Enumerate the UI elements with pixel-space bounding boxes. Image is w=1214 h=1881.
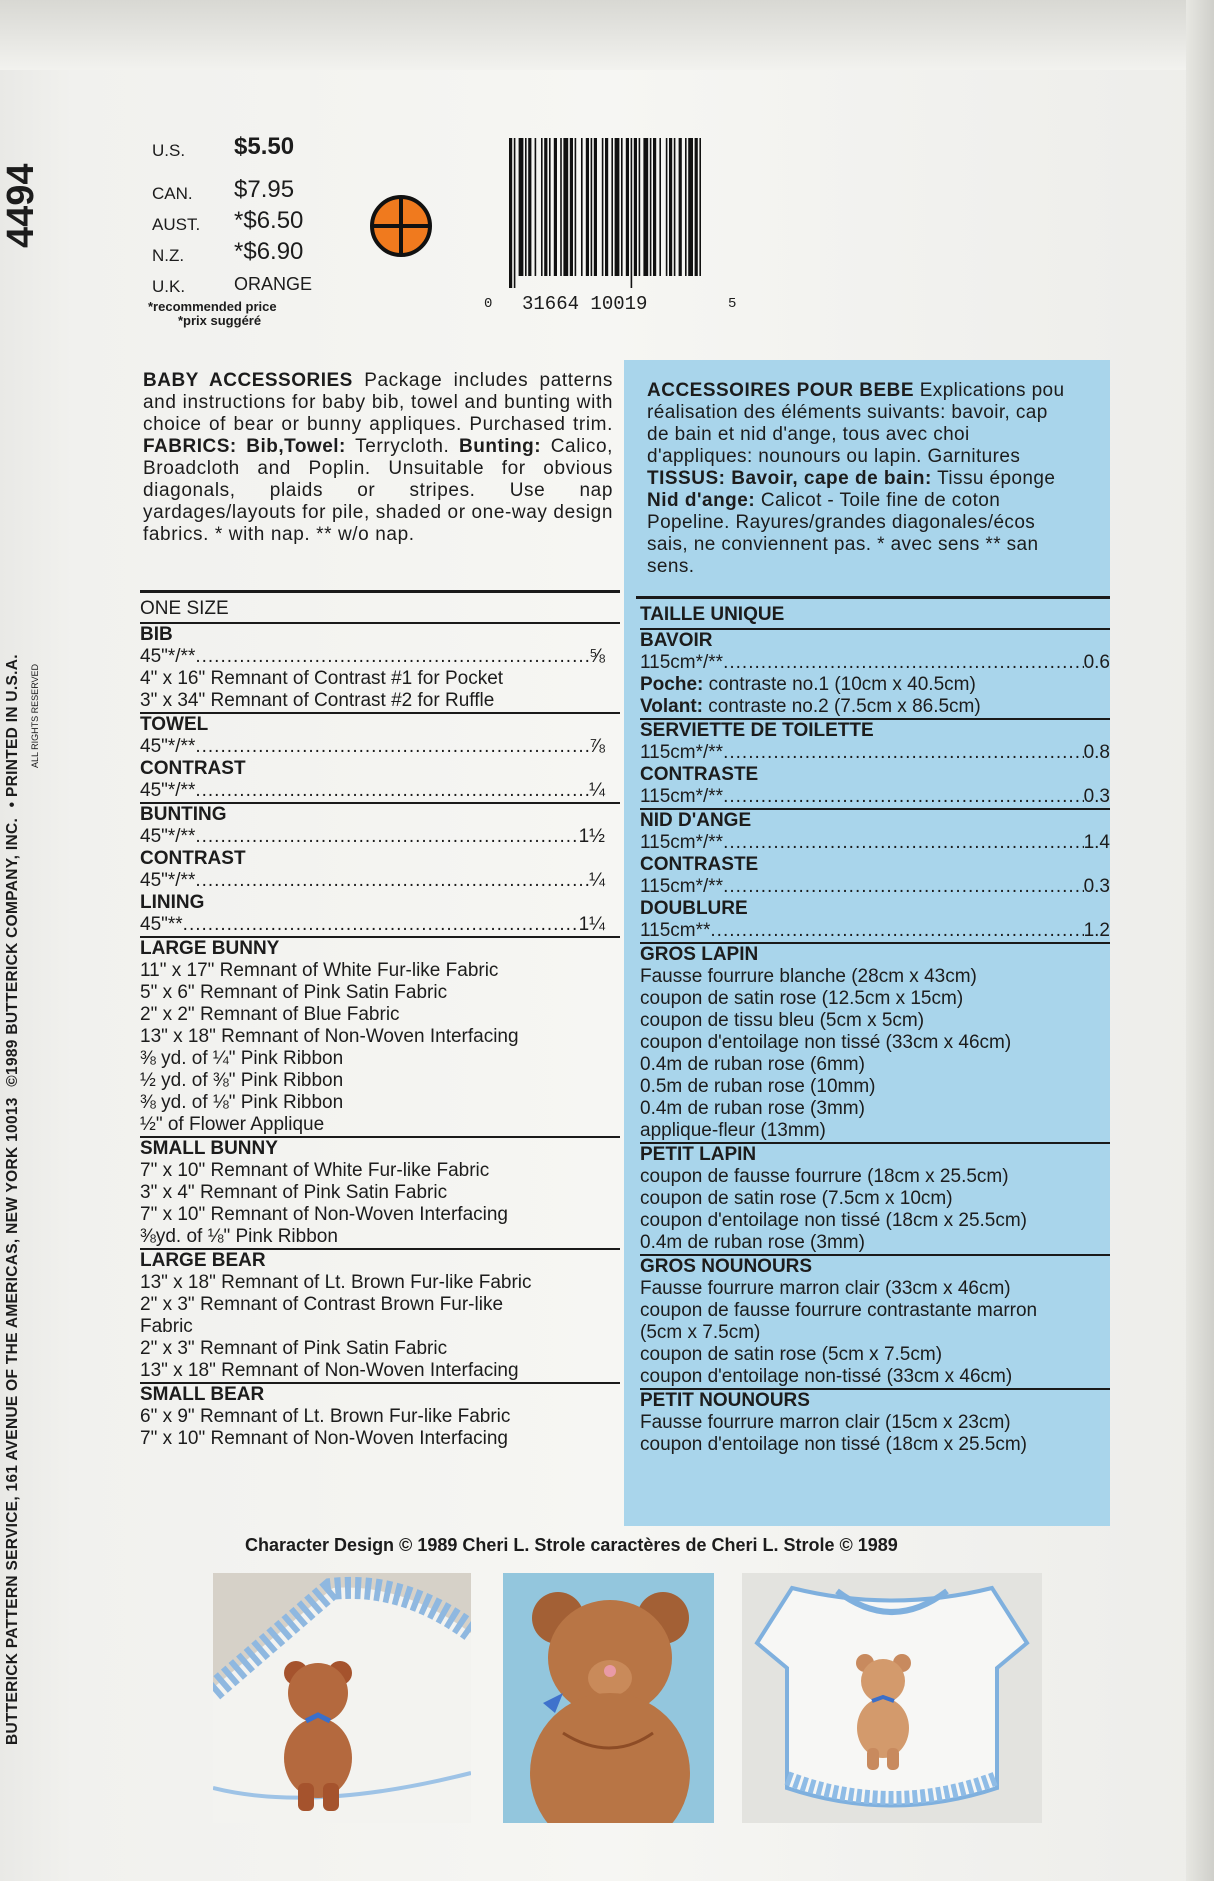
fabric-amount: 1¼ (578, 914, 605, 935)
barcode-bar (602, 138, 604, 276)
barcode-bar (685, 138, 687, 276)
barcode-bar (570, 138, 573, 276)
section-title: BUNTING (140, 804, 227, 825)
barcode-right-digit: 5 (728, 296, 737, 312)
requirement-line: coupon de satin rose (5cm x 7.5cm) (640, 1344, 943, 1365)
barcode-bar (643, 138, 648, 276)
barcode-bar (626, 138, 629, 276)
section-title: NID D'ANGE (640, 810, 752, 831)
section-title: CONTRAST (140, 848, 246, 869)
barcode-bar (688, 138, 693, 276)
requirement-line: ⅜ yd. of ⅛" Pink Ribbon (140, 1092, 344, 1113)
barcode-bar (634, 138, 637, 276)
barcode-bar (535, 138, 537, 276)
fabric-amount: 0.3 (1083, 876, 1110, 897)
divider (640, 808, 1110, 810)
fabrics-label: FABRICS: Bib,Towel: (143, 436, 346, 457)
barcode-bar (666, 138, 668, 276)
english-description (143, 370, 613, 546)
requirement-line: ½" of Flower Applique (140, 1114, 325, 1135)
barcode-bar (611, 138, 613, 276)
volant-text: contraste no.2 (7.5cm x 86.5cm) (702, 696, 981, 717)
price-country: U.S. (152, 141, 186, 160)
yardage-row (640, 920, 1110, 942)
yardage-row (140, 826, 605, 848)
requirement-line: coupon d'entoilage non tissé (18cm x 25.5cm) (640, 1210, 1028, 1231)
requirement-line: coupon d'entoilage non-tissé (33cm x 46cm) (640, 1366, 1013, 1387)
requirement-line: 3" x 4" Remnant of Pink Satin Fabric (140, 1182, 448, 1203)
requirement-line: 0.4m de ruban rose (3mm) (640, 1232, 865, 1253)
yardage-row (640, 832, 1110, 854)
english-yardage-table (140, 598, 605, 1450)
divider (140, 936, 620, 938)
barcode-bar (554, 138, 557, 276)
requirement-line: 13" x 18" Remnant of Non-Woven Interfacing (140, 1026, 519, 1047)
barcode-bar (650, 138, 652, 276)
section-title: BAVOIR (640, 630, 713, 651)
requirement-line: 13" x 18" Remnant of Lt. Brown Fur-like Fabric (140, 1272, 532, 1293)
section-title: PETIT NOUNOURS (640, 1390, 810, 1411)
fabric-amount: 0.6 (1083, 652, 1110, 673)
requirement-line: coupon de satin rose (7.5cm x 10cm) (640, 1188, 953, 1209)
requirement-line: 3" x 34" Remnant of Contrast #2 for Ruffle (140, 690, 495, 711)
section-title: CONTRASTE (640, 854, 759, 875)
fabric-width: 115cm*/** (640, 786, 724, 807)
requirement-line: ⅜ yd. of ¼" Pink Ribbon (140, 1048, 344, 1069)
section-title: GROS LAPIN (640, 944, 759, 965)
barcode-bar (560, 138, 562, 276)
section-title: SERVIETTE DE TOILETTE (640, 720, 874, 741)
yardage-row (640, 742, 1110, 764)
fabric-amount: ¼ (589, 870, 605, 891)
barcode-bar (525, 138, 527, 276)
barcode-bar (509, 138, 512, 288)
requirement-line: coupon d'entoilage non tissé (33cm x 46cm) (640, 1032, 1012, 1053)
requirement-line: Fausse fourrure marron clair (15cm x 23cm) (640, 1412, 1011, 1433)
french-intro-line: de bain et nid d'ange, tous avec choi (647, 424, 970, 445)
fabric-amount: 1.4 (1083, 832, 1110, 853)
price-value: *$6.90 (234, 238, 304, 265)
price-note-en: *recommended price (148, 299, 277, 314)
divider (640, 718, 1110, 720)
fabric-amount: 1.2 (1083, 920, 1110, 941)
nid-line: sais, ne conviennent pas. * avec sens ** san (647, 534, 1039, 555)
section-title: LINING (140, 892, 205, 913)
divider (140, 1382, 620, 1384)
requirement-line: 5" x 6" Remnant of Pink Satin Fabric (140, 982, 448, 1003)
requirement-line: 11" x 17" Remnant of White Fur-like Fabric (140, 960, 499, 981)
requirement-line: Fabric (140, 1316, 193, 1337)
requirement-line: coupon de satin rose (12.5cm x 15cm) (640, 988, 964, 1009)
barcode-bar (586, 138, 589, 276)
requirement-line: ½ yd. of ⅜" Pink Ribbon (140, 1070, 344, 1091)
requirement-line: coupon d'entoilage non tissé (18cm x 25.5cm) (640, 1434, 1028, 1455)
tissus-label: TISSUS: Bavoir, cape de bain: (647, 468, 932, 489)
requirement-line: 2" x 2" Remnant of Blue Fabric (140, 1004, 400, 1025)
poche-label: Poche: (640, 674, 704, 695)
divider (140, 802, 620, 804)
english-title: BABY ACCESSORIES (143, 370, 353, 391)
section-title: PETIT LAPIN (640, 1144, 757, 1165)
divider (140, 622, 620, 624)
fabric-amount: ⅞ (589, 736, 605, 757)
requirement-line: (5cm x 7.5cm) (640, 1322, 761, 1343)
french-title: ACCESSOIRES POUR BEBE (647, 380, 915, 401)
volant-label: Volant: (640, 696, 703, 717)
fabric-width: 45"*/** (140, 870, 196, 891)
barcode-bar (669, 138, 672, 276)
copyright-text: ©1989 BUTTERICK COMPANY, INC. (4, 817, 21, 1087)
divider (636, 596, 1110, 599)
requirement-line: ⅜yd. of ⅛" Pink Ribbon (140, 1226, 338, 1247)
tissus-text: Tissu éponge (931, 468, 1056, 489)
barcode-bar (605, 138, 608, 276)
yardage-row (140, 736, 605, 758)
requirement-line: 7" x 10" Remnant of White Fur-like Fabric (140, 1160, 490, 1181)
english-intro: Package includes patterns and instructions for baby bib, towel and bunting with choice of bear or bunny appliques. Purchased trim. (143, 370, 613, 435)
section-title: LARGE BUNNY (140, 938, 280, 959)
barcode-left-digit: 0 (484, 296, 493, 312)
envelope-top-fold (0, 0, 1214, 70)
price-table (152, 133, 322, 300)
barcode-bar (699, 138, 701, 276)
requirement-line: coupon de fausse fourrure (18cm x 25.5cm) (640, 1166, 1009, 1187)
barcode-bar (659, 138, 661, 276)
yardage-row (140, 780, 605, 802)
printed-text: • PRINTED IN U.S.A. (4, 654, 21, 808)
french-yardage-table (640, 604, 1110, 1456)
barcode-bar (615, 138, 620, 276)
bunting-photo (503, 1573, 714, 1823)
barcode-bar (674, 138, 676, 276)
price-country: CAN. (152, 184, 193, 203)
fabric-amount: ⅝ (589, 646, 605, 667)
price-country: U.K. (152, 277, 186, 296)
fabric-width: 115cm*/** (640, 832, 724, 853)
fabric-amount: ¼ (589, 780, 605, 801)
section-title: SMALL BEAR (140, 1384, 265, 1405)
towel-photo (213, 1573, 471, 1823)
requirement-line: 13" x 18" Remnant of Non-Woven Interfacing (140, 1360, 519, 1381)
divider (640, 628, 1110, 630)
price-country: AUST. (152, 215, 201, 234)
fabric-width: 45"*/** (140, 646, 196, 667)
requirement-line: 0.5m de ruban rose (10mm) (640, 1076, 876, 1097)
french-intro-line: réalisation des éléments suivants: bavoir, cap (647, 402, 1048, 423)
barcode-bar (581, 138, 583, 276)
fabric-width: 45"** (140, 914, 183, 935)
divider (140, 1136, 620, 1138)
requirement-line: 0.4m de ruban rose (6mm) (640, 1054, 865, 1075)
fabric-width: 45"*/** (140, 780, 196, 801)
barcode-bar (679, 138, 682, 276)
bear-large-icon (530, 1592, 690, 1823)
yardage-row (640, 786, 1110, 808)
barcode-bar (514, 138, 516, 288)
french-description (647, 380, 1110, 578)
barcode-bar (544, 138, 547, 276)
price-value: $7.95 (234, 176, 295, 203)
registration-mark-icon (370, 195, 432, 257)
section-title: LARGE BEAR (140, 1250, 266, 1271)
section-title: GROS NOUNOURS (640, 1256, 813, 1277)
section-title: BIB (140, 624, 173, 645)
requirement-line: coupon de tissu bleu (5cm x 5cm) (640, 1010, 925, 1031)
size-label: TAILLE UNIQUE (640, 604, 785, 625)
size-label: ONE SIZE (140, 598, 229, 619)
price-value: ORANGE (234, 274, 313, 294)
fabrics-text: Terrycloth. (345, 436, 460, 457)
requirement-line: coupon de fausse fourrure contrastante marron (640, 1300, 1038, 1321)
barcode-bar (528, 138, 531, 276)
price-value: $5.50 (234, 133, 295, 160)
french-intro-line: Explications pou (914, 380, 1065, 401)
divider (640, 1142, 1110, 1144)
price-note (148, 300, 277, 328)
envelope-right-edge (1186, 0, 1214, 1881)
fabric-width: 115cm*/** (640, 876, 724, 897)
barcode-bar (575, 138, 577, 276)
yardage-row (140, 646, 605, 668)
fabric-width: 45"*/** (140, 826, 196, 847)
yardage-row (140, 914, 605, 936)
requirement-line: Fausse fourrure blanche (28cm x 43cm) (640, 966, 977, 987)
bib-photo (742, 1573, 1042, 1823)
fabric-width: 45"*/** (140, 736, 196, 757)
section-title: SMALL BUNNY (140, 1138, 278, 1159)
barcode-bar (631, 138, 633, 288)
requirement-line: 2" x 3" Remnant of Pink Satin Fabric (140, 1338, 448, 1359)
divider (640, 1388, 1110, 1390)
french-intro-line: d'appliques: nounours ou lapin. Garnitures (647, 446, 1021, 467)
barcode-bar (563, 138, 568, 276)
nid-label: Nid d'ange: (647, 490, 756, 511)
divider (140, 712, 620, 714)
poche-text: contraste no.1 (10cm x 40.5cm) (703, 674, 976, 695)
spine-text (4, 648, 22, 1745)
yardage-row (640, 876, 1110, 898)
requirement-line: 6" x 9" Remnant of Lt. Brown Fur-like Fabric (140, 1406, 511, 1427)
requirement-line: Fausse fourrure marron clair (33cm x 46cm) (640, 1278, 1011, 1299)
barcode-bar (695, 138, 698, 276)
fabric-width: 115cm** (640, 920, 711, 941)
character-design-credit: Character Design © 1989 Cheri L. Strole caractères de Cheri L. Strole © 1989 (245, 1535, 898, 1555)
fabric-amount: 0.8 (1083, 742, 1110, 763)
divider (640, 1254, 1110, 1256)
section-title: CONTRASTE (640, 764, 759, 785)
publisher-text: BUTTERICK PATTERN SERVICE, 161 AVENUE OF THE AMERICAS, NEW YORK 10013 (4, 1097, 21, 1745)
divider (140, 1248, 620, 1250)
fabric-width: 115cm*/** (640, 652, 724, 673)
requirement-line: applique-fleur (13mm) (640, 1120, 826, 1141)
divider (640, 942, 1110, 944)
requirement-line: 0.4m de ruban rose (3mm) (640, 1098, 865, 1119)
section-title: CONTRAST (140, 758, 246, 779)
barcode-bar (639, 138, 641, 276)
yardage-row (140, 870, 605, 892)
barcode-number: 31664 10019 (522, 293, 648, 315)
barcode-bar (591, 138, 593, 276)
barcode (505, 138, 709, 288)
section-title: DOUBLURE (640, 898, 748, 919)
divider (140, 590, 620, 593)
requirement-line: 4" x 16" Remnant of Contrast #1 for Pocket (140, 668, 504, 689)
requirement-line: 2" x 3" Remnant of Contrast Brown Fur-like (140, 1294, 504, 1315)
fabric-amount: 0.3 (1083, 786, 1110, 807)
requirement-line: 7" x 10" Remnant of Non-Woven Interfacing (140, 1204, 508, 1225)
barcode-bar (549, 138, 551, 276)
bunting-text: Calico, Broadcloth and Poplin. Unsuitable for obvious diagonals, plaids or stripes. Use nap yardages/layouts for pile, shaded or one-way design fabrics. * with nap. ** w/o nap. (143, 436, 614, 545)
rights-text: ALL RIGHTS RESERVED (30, 663, 40, 768)
section-title: TOWEL (140, 714, 209, 735)
barcode-bar (519, 138, 524, 276)
nid-line: Calicot - Toile fine de coton (755, 490, 1001, 511)
bunting-label: Bunting: (459, 436, 542, 457)
barcode-bar (621, 138, 623, 276)
barcode-bar (653, 138, 656, 276)
requirement-line: 7" x 10" Remnant of Non-Woven Interfacing (140, 1428, 508, 1449)
price-country: N.Z. (152, 246, 185, 265)
barcode-bar (541, 138, 543, 276)
yardage-row (640, 652, 1110, 674)
barcode-bar (594, 138, 597, 276)
price-value: *$6.50 (234, 207, 304, 234)
fabric-width: 115cm*/** (640, 742, 724, 763)
nid-line: Popeline. Rayures/grandes diagonales/écos (647, 512, 1036, 533)
price-note-fr: *prix suggéré (178, 313, 262, 328)
pattern-number: 4494 (0, 163, 42, 248)
fabric-amount: 1½ (578, 826, 605, 847)
nid-line: sens. (647, 556, 695, 577)
